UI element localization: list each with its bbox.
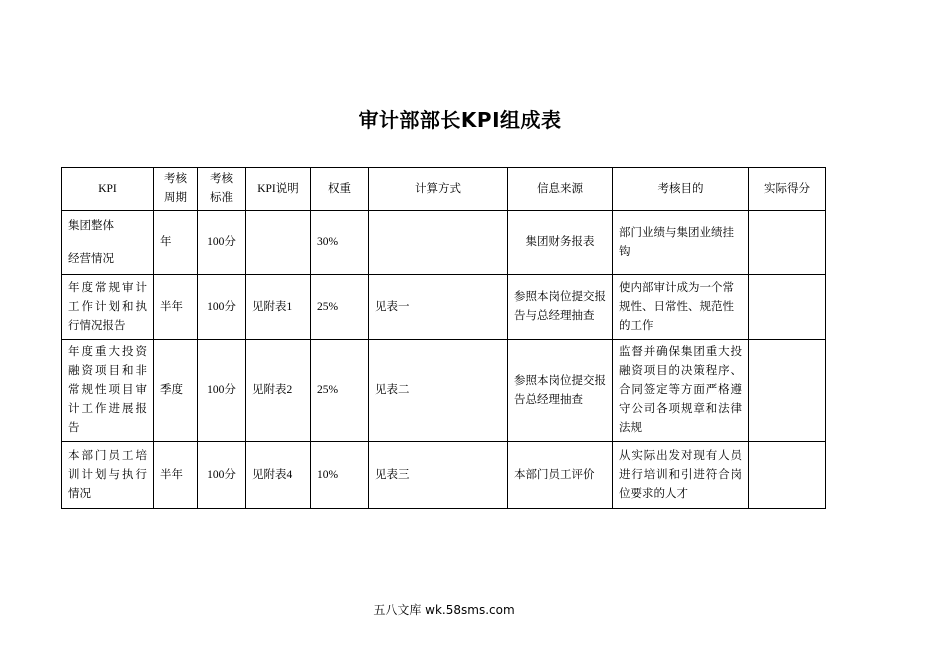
cell-purpose: 使内部审计成为一个常规性、日常性、规范性的工作 bbox=[613, 275, 749, 340]
cell-source: 参照本岗位提交报告总经理抽查 bbox=[508, 340, 613, 442]
cell-actual-score bbox=[749, 340, 826, 442]
cell-description bbox=[246, 211, 311, 275]
cell-purpose: 监督并确保集团重大投融资项目的决策程序、合同签定等方面严格遵守公司各项规章和法律法规 bbox=[613, 340, 749, 442]
cell-actual-score bbox=[749, 211, 826, 275]
cell-weight: 10% bbox=[311, 442, 369, 509]
cell-description: 见附表1 bbox=[246, 275, 311, 340]
cell-description: 见附表2 bbox=[246, 340, 311, 442]
cell-kpi: 年度常规审计工作计划和执行情况报告 bbox=[62, 275, 154, 340]
header-kpi: KPI bbox=[62, 168, 154, 211]
cell-description: 见附表4 bbox=[246, 442, 311, 509]
cell-source: 本部门员工评价 bbox=[508, 442, 613, 509]
table-row bbox=[62, 211, 826, 275]
cell-kpi: 本部门员工培训计划与执行情况 bbox=[62, 442, 154, 509]
header-period bbox=[154, 168, 198, 211]
header-period-line1: 考核 bbox=[164, 173, 187, 185]
header-purpose: 考核目的 bbox=[613, 168, 749, 211]
table-row bbox=[62, 442, 826, 509]
cell-weight: 25% bbox=[311, 340, 369, 442]
cell-kpi-line1: 集团整体 bbox=[68, 219, 114, 232]
header-description: KPI说明 bbox=[246, 168, 311, 211]
header-period-line2: 周期 bbox=[164, 192, 187, 204]
cell-kpi: 年度重大投资融资项目和非常规性项目审计工作进展报告 bbox=[62, 340, 154, 442]
cell-kpi-line2: 经营情况 bbox=[68, 252, 114, 265]
cell-method: 见表二 bbox=[369, 340, 508, 442]
header-weight: 权重 bbox=[311, 168, 369, 211]
header-standard-line1: 考核 bbox=[210, 173, 233, 185]
table-row bbox=[62, 340, 826, 442]
cell-standard: 100分 bbox=[198, 340, 246, 442]
cell-actual-score bbox=[749, 275, 826, 340]
cell-standard: 100分 bbox=[198, 211, 246, 275]
table-row bbox=[62, 275, 826, 340]
cell-kpi bbox=[62, 211, 154, 275]
header-source: 信息来源 bbox=[508, 168, 613, 211]
header-method: 计算方式 bbox=[369, 168, 508, 211]
cell-purpose: 部门业绩与集团业绩挂钩 bbox=[613, 211, 749, 275]
header-standard bbox=[198, 168, 246, 211]
cell-period: 半年 bbox=[154, 442, 198, 509]
cell-actual-score bbox=[749, 442, 826, 509]
cell-source: 参照本岗位提交报告与总经理抽查 bbox=[508, 275, 613, 340]
cell-period: 年 bbox=[154, 211, 198, 275]
header-actual-score: 实际得分 bbox=[749, 168, 826, 211]
footer-watermark: 五八文库 wk.58sms.com bbox=[373, 603, 515, 617]
cell-period: 半年 bbox=[154, 275, 198, 340]
cell-weight: 30% bbox=[311, 211, 369, 275]
cell-purpose: 从实际出发对现有人员进行培训和引进符合岗位要求的人才 bbox=[613, 442, 749, 509]
cell-method bbox=[369, 211, 508, 275]
kpi-table bbox=[61, 167, 826, 509]
cell-method: 见表一 bbox=[369, 275, 508, 340]
header-standard-line2: 标准 bbox=[210, 192, 233, 204]
cell-standard: 100分 bbox=[198, 275, 246, 340]
cell-source: 集团财务报表 bbox=[508, 211, 613, 275]
cell-method: 见表三 bbox=[369, 442, 508, 509]
table-header-row bbox=[62, 168, 826, 211]
document-title: 审计部部长KPI组成表 bbox=[358, 108, 562, 132]
cell-standard: 100分 bbox=[198, 442, 246, 509]
cell-weight: 25% bbox=[311, 275, 369, 340]
cell-period: 季度 bbox=[154, 340, 198, 442]
